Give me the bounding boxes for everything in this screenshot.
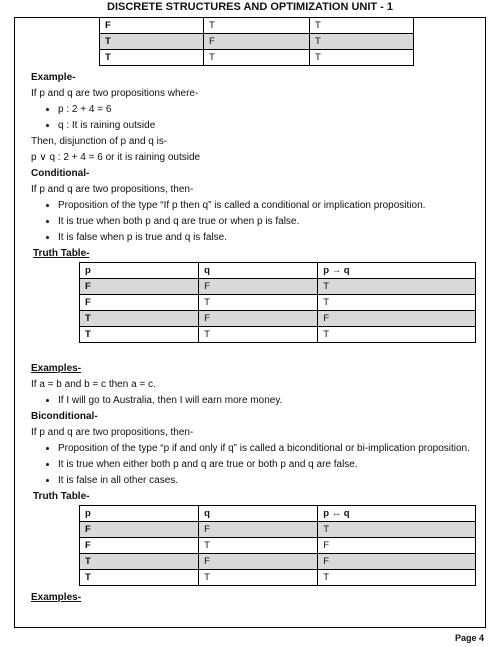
conditional-list	[31, 198, 476, 246]
biconditional-list	[31, 441, 476, 489]
table-cell: T	[80, 327, 199, 343]
table-cell: F	[199, 522, 318, 538]
biconditional-intro: If p and q are two propositions, then-	[31, 427, 194, 438]
table-cell: T	[310, 34, 414, 50]
column-header: p ↔ q	[318, 506, 476, 522]
table-row	[80, 295, 476, 311]
examples-list	[31, 393, 476, 409]
table-cell: T	[318, 295, 476, 311]
table-cell: T	[310, 50, 414, 66]
table-cell: F	[318, 311, 476, 327]
table-header-row	[80, 263, 476, 279]
conditional-heading: Conditional-	[31, 168, 90, 179]
list-item: • p : 2 + 4 = 6	[58, 102, 476, 118]
table-cell: F	[199, 311, 318, 327]
list-item: • It is false in all other cases.	[58, 473, 476, 489]
table-row	[100, 34, 414, 50]
list-item: • It is true when either both p and q are true or both p and q are false.	[58, 457, 476, 473]
table-row	[100, 18, 414, 34]
table-cell: T	[100, 34, 204, 50]
list-item: • It is true when both p and q are true or when p is false.	[58, 214, 476, 230]
biconditional-heading: Biconditional-	[31, 411, 98, 422]
table-cell: F	[199, 279, 318, 295]
table-cell: T	[80, 554, 199, 570]
example-then: Then, disjunction of p and q is-	[31, 136, 168, 147]
biconditional-truth-table	[79, 505, 476, 586]
example-result: p ∨ q : 2 + 4 = 6 or it is raining outside	[31, 152, 201, 163]
table-cell: T	[310, 18, 414, 34]
list-item: • Proposition of the type “p if and only if q” is called a biconditional or bi-implication proposition.	[58, 441, 476, 457]
list-item: • It is false when p is true and q is false.	[58, 230, 476, 246]
table-cell: T	[80, 311, 199, 327]
table-cell: F	[204, 34, 310, 50]
table-header-row	[80, 506, 476, 522]
table-cell: T	[204, 18, 310, 34]
table-cell: F	[80, 295, 199, 311]
table-row	[80, 327, 476, 343]
table-cell: F	[318, 538, 476, 554]
page-content	[31, 17, 476, 606]
table-cell: F	[80, 538, 199, 554]
table-cell: F	[80, 522, 199, 538]
table-cell: T	[100, 50, 204, 66]
list-item: • If I will go to Australia, then I will earn more money.	[58, 393, 476, 409]
table-cell: T	[318, 327, 476, 343]
page-number: Page 4	[454, 633, 484, 643]
table-row	[100, 50, 414, 66]
column-header: p	[80, 506, 199, 522]
table-cell: T	[318, 522, 476, 538]
examples-line: If a = b and b = c then a = c.	[31, 379, 156, 390]
table-row	[80, 279, 476, 295]
table-cell: T	[318, 279, 476, 295]
column-header: p → q	[318, 263, 476, 279]
example-list	[31, 102, 476, 134]
table-cell: T	[318, 570, 476, 586]
table-cell: F	[100, 18, 204, 34]
truth-table-label: Truth Table-	[33, 491, 90, 502]
table-row	[80, 538, 476, 554]
table-cell: T	[80, 570, 199, 586]
examples-heading: Examples-	[31, 592, 82, 603]
table-cell: T	[199, 570, 318, 586]
example-intro: If p and q are two propositions where-	[31, 88, 199, 99]
table-cell: T	[199, 295, 318, 311]
list-item: • Proposition of the type “If p then q” is called a conditional or implication proposition.	[58, 198, 476, 214]
table-row	[80, 311, 476, 327]
table-cell: T	[199, 538, 318, 554]
table-row	[80, 522, 476, 538]
continued-truth-table	[99, 17, 414, 66]
page-header: DISCRETE STRUCTURES AND OPTIMIZATION UNIT - 1	[14, 0, 486, 18]
list-item: • q : It is raining outside	[58, 118, 476, 134]
table-cell: F	[80, 279, 199, 295]
table-cell: T	[199, 327, 318, 343]
table-row	[80, 570, 476, 586]
table-row	[80, 554, 476, 570]
table-cell: T	[204, 50, 310, 66]
conditional-intro: If p and q are two propositions, then-	[31, 184, 194, 195]
conditional-truth-table	[79, 262, 476, 343]
column-header: p	[80, 263, 199, 279]
column-header: q	[199, 506, 318, 522]
table-cell: F	[318, 554, 476, 570]
examples-heading: Examples-	[31, 363, 82, 374]
column-header: q	[199, 263, 318, 279]
truth-table-label: Truth Table-	[33, 248, 90, 259]
table-cell: F	[199, 554, 318, 570]
example-heading: Example-	[31, 72, 76, 83]
